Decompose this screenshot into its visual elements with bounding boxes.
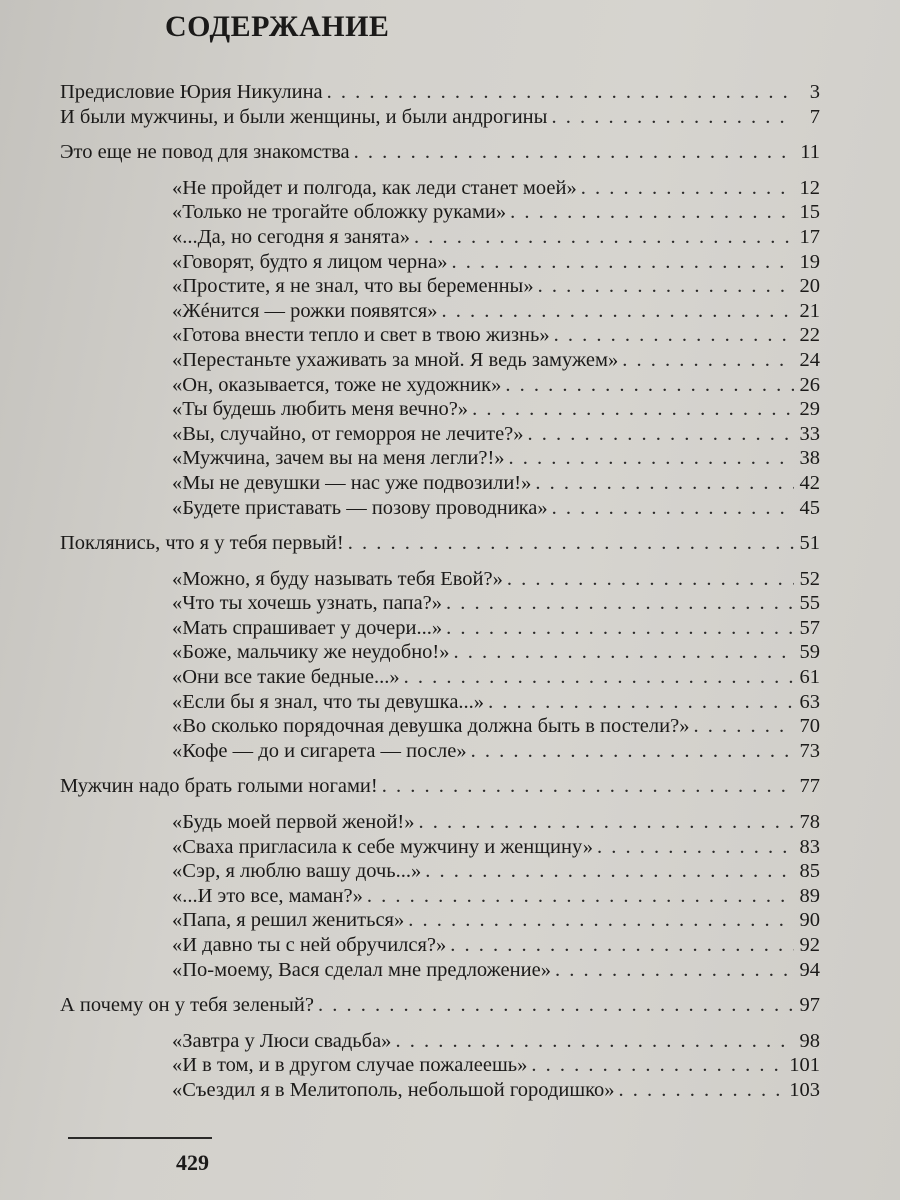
toc-entry-page: 22 <box>799 324 820 347</box>
toc-entry-page: 57 <box>799 616 820 639</box>
toc-section <box>60 993 820 1018</box>
toc-section <box>60 80 820 105</box>
toc-entry-page: 20 <box>799 275 820 298</box>
toc-leader-dots <box>414 225 794 250</box>
toc-entry-title: «Сэр, я люблю вашу дочь...» <box>172 860 422 883</box>
toc-entry-title: «Не пройдет и полгода, как леди станет моей» <box>172 176 577 199</box>
toc-entry-page: 19 <box>799 250 820 273</box>
toc-entry-title: «Во сколько порядочная девушка должна быть в постели?» <box>172 715 690 738</box>
toc-leader-dots <box>505 373 794 398</box>
toc-entry-page: 42 <box>799 471 820 494</box>
toc-leader-dots <box>552 496 794 521</box>
toc-entry-title: «Если бы я знал, что ты девушка...» <box>172 690 485 713</box>
toc-entry-page: 101 <box>789 1054 820 1077</box>
toc-leader-dots <box>551 105 794 130</box>
toc-entry-title: «И в том, и в другом случае пожалеешь» <box>172 1054 528 1077</box>
toc-leader-dots <box>446 591 794 616</box>
toc-leader-dots <box>454 640 794 665</box>
toc-entry-page: 45 <box>799 496 820 519</box>
toc-entry-title: «Будете приставать — позову проводника» <box>172 496 548 519</box>
toc-entry-title: «По-моему, Вася сделал мне предложение» <box>172 958 551 981</box>
toc-leader-dots <box>318 993 794 1018</box>
toc-entry-title: «Сваха пригласила к себе мужчину и женщину» <box>172 835 593 858</box>
toc-entry-page: 15 <box>799 201 820 224</box>
toc-entry-page: 98 <box>799 1029 820 1052</box>
toc-leader-dots <box>538 274 794 299</box>
toc-entry-page: 61 <box>799 666 820 689</box>
toc-entry-title: «Папа, я решил жениться» <box>172 909 405 932</box>
toc-entry-page: 33 <box>799 422 820 445</box>
toc-leader-dots <box>622 348 794 373</box>
toc-subentry <box>172 714 820 739</box>
toc-leader-dots <box>446 616 794 641</box>
toc-entry-title: «...И это все, маман?» <box>172 884 363 907</box>
toc-leader-dots <box>404 665 794 690</box>
toc-subentry <box>172 690 820 715</box>
toc-entry-title: «И давно ты с ней обручился?» <box>172 934 447 956</box>
toc-leader-dots <box>554 323 794 348</box>
toc-entry-title: «Кофе — до и сигарета — после» <box>172 739 467 762</box>
toc-subentry <box>172 908 820 933</box>
toc-subentry <box>172 616 820 641</box>
toc-entry-title: «Мать спрашивает у дочери...» <box>172 616 443 639</box>
toc-subentry <box>172 373 820 398</box>
toc-subentry <box>172 958 820 983</box>
toc-leader-dots <box>597 835 794 860</box>
toc-entry-page: 11 <box>800 141 820 164</box>
toc-entry-page: 29 <box>799 398 820 421</box>
toc-entry-title: «Можно, я буду называть тебя Евой?» <box>172 567 503 590</box>
toc-entry-page: 59 <box>799 641 820 664</box>
toc-leader-dots <box>450 933 794 958</box>
toc-subentry <box>172 471 820 496</box>
toc-entry-title: «Завтра у Люси свадьба» <box>172 1029 392 1052</box>
toc-subentry <box>172 835 820 860</box>
toc-leader-dots <box>367 884 794 909</box>
toc-entry-title: «Что ты хочешь узнать, папа?» <box>172 592 443 615</box>
toc-leader-dots <box>327 80 794 105</box>
footer-rule <box>68 1137 212 1139</box>
toc-entry-title: «Боже, мальчику же неудобно!» <box>172 641 450 664</box>
toc-entry-title: «Готова внести тепло и свет в твою жизнь» <box>172 324 550 347</box>
toc-entry-page: 103 <box>789 1078 820 1101</box>
toc-entry-page: 24 <box>799 348 820 371</box>
toc-entry-title: Предисловие Юрия Никулина <box>60 81 323 103</box>
toc-subentry <box>172 810 820 835</box>
toc-leader-dots <box>441 299 794 324</box>
toc-entry-page: 94 <box>799 958 820 981</box>
toc-leader-dots <box>395 1029 794 1054</box>
toc-leader-dots <box>382 774 794 799</box>
toc-leader-dots <box>471 739 794 764</box>
toc-section <box>60 774 820 799</box>
toc-entry-title: «Говорят, будто я лицом черна» <box>172 250 448 273</box>
toc-subentry <box>172 1078 820 1103</box>
toc-entry-title: Поклянись, что я у тебя первый! <box>60 532 344 555</box>
toc-subentry <box>172 665 820 690</box>
toc-entry-title: «Вы, случайно, от геморроя не лечите?» <box>172 422 524 445</box>
toc-entry-page: 51 <box>799 532 820 555</box>
toc-subentry <box>172 640 820 665</box>
toc-subentry <box>172 348 820 373</box>
toc-subentry <box>172 739 820 764</box>
toc-entry-page: 78 <box>799 811 820 834</box>
toc-subentry <box>172 200 820 225</box>
toc-leader-dots <box>408 908 794 933</box>
toc-entry-page: 97 <box>799 994 820 1017</box>
table-of-contents <box>60 80 820 1103</box>
toc-entry-title: «Мы не девушки — нас уже подвозили!» <box>172 471 532 494</box>
toc-entry-page: 21 <box>799 299 820 322</box>
toc-entry-title: Мужчин надо брать голыми ногами! <box>60 775 378 798</box>
toc-entry-page: 63 <box>799 690 820 713</box>
toc-subentry <box>172 1053 820 1078</box>
toc-subentry <box>172 496 820 521</box>
toc-entry-page: 90 <box>799 909 820 932</box>
toc-leader-dots <box>472 397 794 422</box>
toc-entry-title: «Съездил я в Мелитополь, небольшой городишко» <box>172 1078 615 1101</box>
toc-leader-dots <box>348 531 794 556</box>
toc-subentry <box>172 591 820 616</box>
toc-entry-page: 73 <box>799 739 820 762</box>
toc-subentry <box>172 323 820 348</box>
toc-entry-title: «Он, оказывается, тоже не художник» <box>172 373 502 396</box>
toc-leader-dots <box>619 1078 786 1103</box>
toc-entry-page: 70 <box>799 715 820 738</box>
toc-entry-page: 12 <box>799 176 820 199</box>
page-title: СОДЕРЖАНИЕ <box>165 10 390 43</box>
toc-section <box>60 531 820 556</box>
toc-section <box>60 140 820 165</box>
toc-entry-page: 52 <box>799 567 820 590</box>
toc-entry-title: «Будь моей первой женой!» <box>172 811 415 834</box>
toc-leader-dots <box>581 176 794 201</box>
toc-subentry <box>172 859 820 884</box>
page-number: 429 <box>176 1150 209 1175</box>
toc-leader-dots <box>451 250 794 275</box>
toc-subentry <box>172 1029 820 1054</box>
toc-leader-dots <box>419 810 794 835</box>
toc-leader-dots <box>531 1053 785 1078</box>
toc-leader-dots <box>509 446 794 471</box>
toc-entry-page: 55 <box>799 592 820 615</box>
toc-leader-dots <box>528 422 794 447</box>
toc-entry-title: «Мужчина, зачем вы на меня легли?!» <box>172 447 505 470</box>
toc-entry-title: Это еще не повод для знакомства <box>60 141 350 164</box>
toc-entry-page: 83 <box>799 835 820 858</box>
toc-subentry <box>172 446 820 471</box>
toc-subentry <box>172 422 820 447</box>
toc-entry-title: «Простите, я не знал, что вы беременны» <box>172 275 534 298</box>
toc-subentry <box>172 299 820 324</box>
toc-entry-page: 26 <box>799 373 820 396</box>
toc-entry-page: 89 <box>799 884 820 907</box>
toc-entry-title: «...Да, но сегодня я занята» <box>172 225 410 248</box>
toc-entry-title: «Ты будешь любить меня вечно?» <box>172 398 469 421</box>
toc-entry-page: 7 <box>809 105 820 128</box>
toc-subentry <box>172 884 820 909</box>
toc-entry-page: 38 <box>799 447 820 470</box>
toc-leader-dots <box>507 567 794 592</box>
toc-subentry <box>172 397 820 422</box>
toc-leader-dots <box>555 958 794 983</box>
toc-entry-page: 17 <box>799 225 820 248</box>
toc-leader-dots <box>510 200 794 225</box>
toc-entry-title: «Перестаньте ухаживать за мной. Я ведь замужем» <box>172 348 619 371</box>
toc-entry-page: 77 <box>799 775 820 798</box>
toc-section <box>60 105 820 130</box>
toc-subentry <box>172 225 820 250</box>
toc-leader-dots <box>693 714 794 739</box>
toc-leader-dots <box>535 471 794 496</box>
toc-entry-page: 92 <box>799 934 820 956</box>
toc-entry-page: 3 <box>809 81 820 103</box>
toc-leader-dots <box>488 690 794 715</box>
toc-subentry <box>172 567 820 592</box>
toc-subentry <box>172 933 820 958</box>
toc-entry-page: 85 <box>799 860 820 883</box>
toc-entry-title: А почему он у тебя зеленый? <box>60 994 314 1017</box>
toc-entry-title: «Они все такие бедные...» <box>172 666 400 689</box>
toc-entry-title: «Жéнится — рожки появятся» <box>172 299 438 322</box>
toc-subentry <box>172 250 820 275</box>
toc-leader-dots <box>354 140 794 165</box>
toc-subentry <box>172 274 820 299</box>
toc-leader-dots <box>425 859 794 884</box>
toc-entry-title: И были мужчины, и были женщины, и были андрогины <box>60 105 548 128</box>
toc-entry-title: «Только не трогайте обложку руками» <box>172 201 507 224</box>
toc-subentry <box>172 176 820 201</box>
